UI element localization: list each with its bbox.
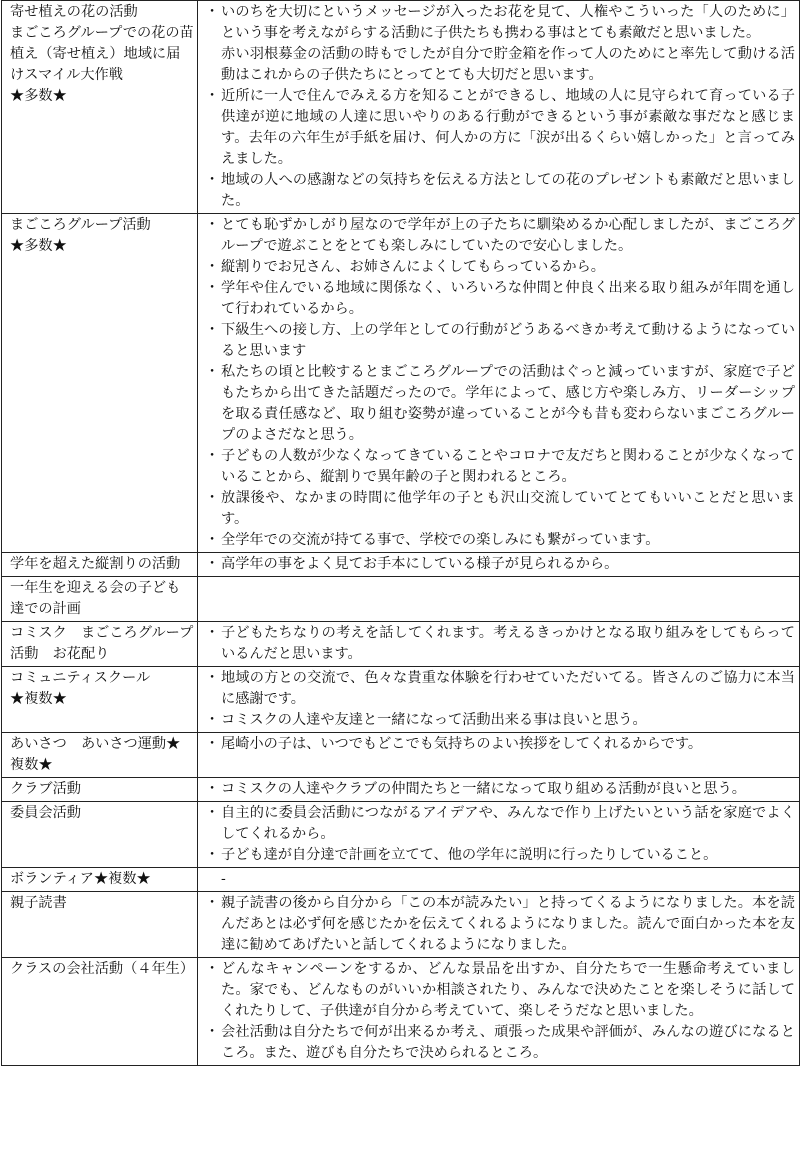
comment-item [205,710,795,731]
comment-item [205,959,795,1022]
comment-text: 親子読書の後から自分から「この本が読みたい」と持ってくるようになりました。本を読んだあとは必ず何を感じたかを伝えてくれるようになりました。読んで面白かった本を友達に勧めてあげたいと話してくれるようになりました。 [221,895,795,953]
comment-item [205,1022,795,1064]
parent-comment-cell [198,892,800,958]
table-row [2,214,800,553]
table-row [2,1,800,214]
activity-category-line: 寄せ植えの花の活動 [10,4,138,20]
activity-category-cell [2,553,198,577]
table-row [2,802,800,868]
table-row [2,622,800,667]
activity-category-line: ★多数★ [10,88,67,104]
comment-text: 子どもの人数が少なくなってきていることやコロナで友だちと関わることが少なくなっていることから、縦割りで異年齢の子と関われるところ。 [221,448,795,485]
bullet-mark: ・ [205,556,220,572]
bullet-mark: ・ [205,847,220,863]
table-row [2,577,800,622]
comment-text: - [221,871,226,887]
table-row [2,553,800,577]
comment-item [205,215,795,257]
activity-category-line: あいさつ あいさつ運動★複数★ [10,736,181,773]
comment-text: 子ども達が自分達で計画を立てて、他の学年に説明に行ったりしていること。 [221,847,718,863]
parent-comment-cell [198,802,800,868]
activity-category-cell [2,667,198,733]
comment-text: 近所に一人で住んでみえる方を知ることができるし、地域の人に見守られて育っている子供達が逆に地域の人達に思いやりのある行動ができるという事が素敵な事だなと感じます。去年の六年生が手紙を届け、何人かの方に「涙が出るくらい嬉しかった」と言ってみえました。 [221,88,795,167]
parent-comment-cell [198,622,800,667]
comment-text: 子どもたちなりの考えを話してくれます。考えるきっかけとなる取り組みをしてもらっているんだと思います。 [221,625,795,662]
bullet-mark: ・ [205,961,220,977]
comment-text: 全学年での交流が持てる事で、学校での楽しみにも繋がっています。 [221,532,660,548]
comment-item [205,893,795,956]
bullet-mark: ・ [205,4,220,20]
comment-text: 私たちの頃と比較するとまごころグループでの活動はぐっと減っていますが、家庭で子どもたちから出てきた話題だったので。学年によって、感じ方や楽しみ方、リーダーシップを取る責任感など、取り組む姿勢が違っていることが今も昔も変わらないまごころグループのよさだなと思う。 [221,364,795,443]
table-row [2,667,800,733]
comment-item [205,734,795,755]
activity-category-cell [2,733,198,778]
activity-category-line: 一年生を迎える会の子ども達での計画 [10,580,181,617]
bullet-mark: ・ [205,217,220,233]
comment-item [205,779,795,800]
parent-comment-cell [198,214,800,553]
comment-item [205,668,795,710]
comment-text: コミスクの人達や友達と一緒になって活動出来る事は良いと思う。 [221,712,647,728]
comment-text: 尾崎小の子は、いつでもどこでも気持ちのよい挨拶をしてくれるからです。 [221,736,703,752]
comment-text: 縦割りでお兄さん、お姉さんによくしてもらっているから。 [221,259,605,275]
table-row [2,892,800,958]
comment-text: どんなキャンペーンをするか、どんな景品を出すか、自分たちで一生懸命考えていました。家でも、どんなものがいいか相談されたり、みんなで決めたことを楽しそうに話してくれたりして、子供達が自分から考えていて、楽しそうだなと思いました。 [221,961,795,1019]
comment-item [205,170,795,212]
activity-category-line: 学年を超えた縦割りの活動 [10,556,181,572]
activity-category-line: コミュニティスクール [10,670,151,686]
comment-text: 赤い羽根募金の活動の時もでしたが自分で貯金箱を作って人のためにと率先して動ける活動はこれからの子供たちにとってとても大切だと思います。 [221,46,795,83]
activity-category-line: 親子読書 [10,895,67,911]
activity-category-cell [2,214,198,553]
bullet-mark: ・ [205,172,220,188]
bullet-mark: ・ [205,625,220,641]
comment-item [205,320,795,362]
comment-item [205,554,795,575]
activity-category-line: まごころグループ活動 [10,217,151,233]
bullet-mark: ・ [205,1024,220,1040]
parent-comment-cell [198,1,800,214]
parent-comment-cell [198,778,800,802]
activity-category-line: まごころグループでの花の苗植え（寄せ植え）地域に届けスマイル大作戦 [10,25,194,83]
comment-text: 会社活動は自分たちで何が出来るか考え、頑張った成果や評価が、みんなの遊びになるところ。また、遊びも自分たちで決められるところ。 [221,1024,795,1061]
comment-text: いのちを大切にというメッセージが入ったお花を見て、人権やこういった「人のために」という事を考えながらする活動に子供たちも携わる事はとても素敵だと思いました。 [221,4,795,41]
comment-text: 学年や住んでいる地域に関係なく、いろいろな仲間と仲良く出来る取り組みが年間を通して行われているから。 [221,280,795,317]
comment-text: 下級生への接し方、上の学年としての行動がどうあるべきか考えて動けるようになっていると思います [221,322,795,359]
bullet-mark: ・ [205,532,220,548]
bullet-mark: ・ [205,259,220,275]
parent-comment-cell [198,958,800,1066]
parent-comment-cell [198,577,800,622]
bullet-mark: ・ [205,781,220,797]
comment-text: とても恥ずかしがり屋なので学年が上の子たちに馴染めるか心配しましたが、まごころグループで遊ぶことをとても楽しみにしていたので安心しました。 [221,217,795,254]
parent-comment-cell [198,667,800,733]
comment-text: 地域の方との交流で、色々な貴重な体験を行わせていただいてる。皆さんのご協力に本当に感謝です。 [221,670,795,707]
activity-category-cell [2,577,198,622]
activity-category-line: 委員会活動 [10,805,81,821]
activity-category-cell [2,802,198,868]
comment-text: 放課後や、なかまの時間に他学年の子とも沢山交流していてとてもいいことだと思います。 [221,490,795,527]
parent-comment-cell [198,733,800,778]
table-row [2,868,800,892]
bullet-mark: ・ [205,805,220,821]
activity-category-cell [2,892,198,958]
activity-category-line: コミスク まごころグループ活動 お花配り [10,625,194,662]
comment-item [205,803,795,845]
bullet-mark: ・ [205,280,220,296]
comment-text: 高学年の事をよく見てお手本にしている様子が見られるから。 [221,556,619,572]
comment-item [205,623,795,665]
activity-category-line: クラスの会社活動（４年生） [10,961,195,977]
bullet-mark: ・ [205,364,220,380]
comment-text: 自主的に委員会活動につながるアイデアや、みんなで作り上げたいという話を家庭でよくしてくれるから。 [221,805,795,842]
bullet-mark: ・ [205,895,220,911]
activity-category-line: ★複数★ [10,691,67,707]
parent-comment-cell [198,553,800,577]
comment-item [205,2,795,44]
bullet-mark: ・ [205,736,220,752]
table-row [2,733,800,778]
parent-comment-cell [198,868,800,892]
comment-item [205,488,795,530]
table-body [2,1,800,1066]
activity-category-line: ★多数★ [10,238,67,254]
comment-text: コミスクの人達やクラブの仲間たちと一緒になって取り組める活動が良いと思う。 [221,781,746,797]
activity-category-cell [2,868,198,892]
activity-category-cell [2,778,198,802]
comment-item [205,278,795,320]
bullet-mark: ・ [205,448,220,464]
bullet-mark: ・ [205,670,220,686]
comment-item [205,86,795,170]
comment-item [205,845,795,866]
bullet-mark: ・ [205,712,220,728]
activity-category-cell [2,622,198,667]
comment-item [205,530,795,551]
activity-category-line: クラブ活動 [10,781,81,797]
comment-item [205,446,795,488]
bullet-mark: ・ [205,322,220,338]
activity-category-line: ボランティア★複数★ [10,871,151,887]
comments-table [1,0,800,1066]
comment-item [205,257,795,278]
activity-category-cell [2,1,198,214]
table-row [2,958,800,1066]
table-row [2,778,800,802]
activity-category-cell [2,958,198,1066]
bullet-mark: ・ [205,88,220,104]
bullet-mark: ・ [205,490,220,506]
comment-text: 地域の人への感謝などの気持ちを伝える方法としての花のプレゼントも素敵だと思いました。 [221,172,795,209]
comment-item [205,362,795,446]
